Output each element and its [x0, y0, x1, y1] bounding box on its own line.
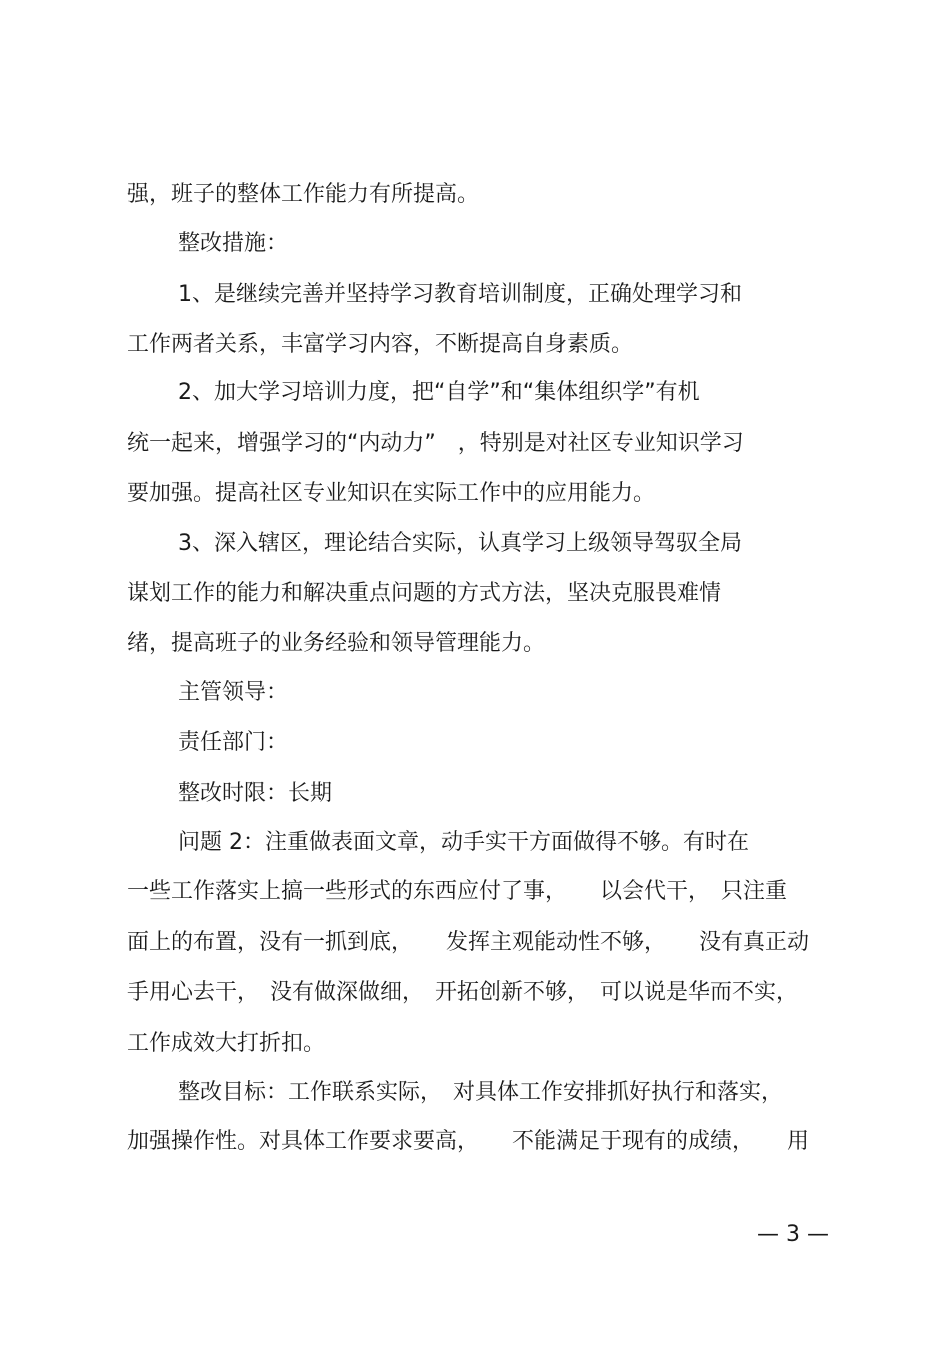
field-label: 主管领导：	[178, 680, 289, 705]
text-line: 2、加大学习培训力度，把“自学”和“集体组织学”有机	[178, 380, 700, 405]
text-line: 手用心去干， 没有做深做细， 开拓创新不够， 可以说是华而不实，	[127, 980, 799, 1005]
text-line: 一些工作落实上搞一些形式的东西应付了事， 以会代干， 只注重	[127, 879, 788, 904]
page-number: — 3 —	[757, 1222, 829, 1247]
text-line: 1、是继续完善并坚持学习教育培训制度，正确处理学习和	[178, 282, 742, 307]
text-line: 面上的布置，没有一抓到底， 发挥主观能动性不够， 没有真正动	[127, 930, 810, 955]
field-label: 责任部门：	[178, 730, 289, 755]
text-line: 工作两者关系，丰富学习内容，不断提高自身素质。	[127, 332, 634, 357]
text-line: 问题 2：注重做表面文章，动手实干方面做得不够。有时在	[178, 830, 749, 855]
section-heading: 整改措施：	[178, 231, 289, 256]
text-line: 统一起来，增强学习的“内动力” ，特别是对社区专业知识学习	[127, 431, 744, 456]
text-line: 3、深入辖区，理论结合实际，认真学习上级领导驾驭全局	[178, 531, 742, 556]
text-line: 要加强。提高社区专业知识在实际工作中的应用能力。	[127, 481, 656, 506]
text-line: 工作成效大打折扣。	[127, 1031, 326, 1056]
field-label: 整改时限：长期	[178, 781, 333, 806]
text-line: 强，班子的整体工作能力有所提高。	[127, 182, 480, 207]
text-line: 整改目标：工作联系实际， 对具体工作安排抓好执行和落实，	[178, 1080, 784, 1105]
text-line: 加强操作性。对具体工作要求要高， 不能满足于现有的成绩， 用	[127, 1129, 810, 1154]
text-line: 绪，提高班子的业务经验和领导管理能力。	[127, 631, 546, 656]
text-line: 谋划工作的能力和解决重点问题的方式方法，坚决克服畏难情	[127, 581, 722, 606]
